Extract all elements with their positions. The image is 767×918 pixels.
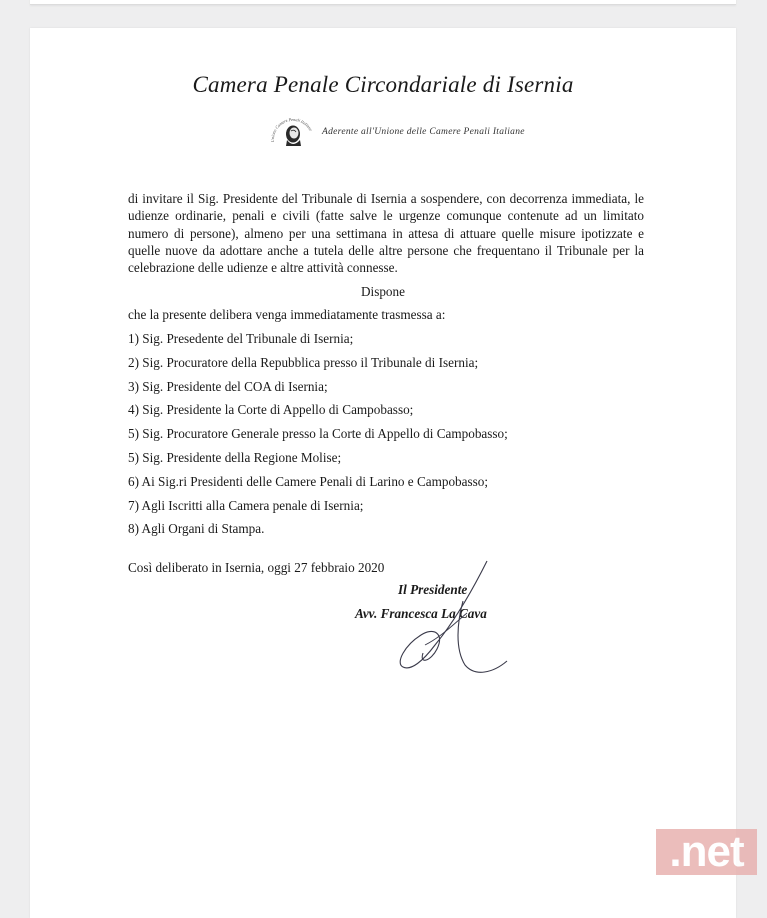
document-title: Camera Penale Circondariale di Isernia [192, 72, 574, 97]
dispone-heading: Dispone [361, 284, 405, 299]
signatory-role: Il Presidente [398, 582, 468, 597]
list-item: 5) Sig. Procuratore Generale presso la Corte di Appello di Campobasso; [128, 426, 508, 442]
list-item: 8) Agli Organi di Stampa. [128, 521, 265, 537]
signatory-name: Avv. Francesca La Cava [355, 606, 487, 621]
list-item: 3) Sig. Presidente del COA di Isernia; [128, 378, 328, 394]
watermark-logo [656, 829, 757, 875]
body-paragraph: di invitare il Sig. Presidente del Tribunale di Isernia a sospendere, con decorrenza immediata, le udienze ordinarie, penali e civili (fatte salve le urgenze comunque contenute ad un limitato numero di persone), almeno per una settimana in attesa di attuare quelle misure ipotizzate e quelle nuove da adottare anche a tutela delle altre persone che frequentano il Tribunale per la celebrazione delle udienze e altre attività connesse. [128, 191, 644, 276]
adherent-line: Aderente all'Unione delle Camere Penali Italiane [322, 127, 525, 137]
closing-line: Così deliberato in Isernia, oggi 27 febbraio 2020 [128, 560, 385, 575]
document-page [30, 28, 736, 918]
watermark-text: .net [669, 827, 744, 876]
list-item: 2) Sig. Procuratore della Repubblica presso il Tribunale di Isernia; [128, 354, 479, 370]
list-item: 7) Agli Iscritti alla Camera penale di Isernia; [128, 497, 364, 513]
profile-seal-icon [268, 112, 318, 156]
recipients-list [128, 330, 508, 544]
list-item: 5) Sig. Presidente della Regione Molise; [128, 449, 342, 465]
list-item: 4) Sig. Presidente la Corte di Appello di Campobasso; [128, 402, 414, 418]
list-item: 1) Sig. Presedente del Tribunale di Isernia; [128, 331, 354, 346]
previous-page-edge [30, 0, 736, 5]
list-item: 6) Ai Sig.ri Presidenti delle Camere Penali di Larino e Campobasso; [128, 473, 489, 489]
emblem-text: Unione Camere Penali Italiane [269, 116, 314, 143]
handwritten-signature [375, 553, 515, 678]
recipients-intro: che la presente delibera venga immediatamente trasmessa a: [128, 307, 446, 322]
